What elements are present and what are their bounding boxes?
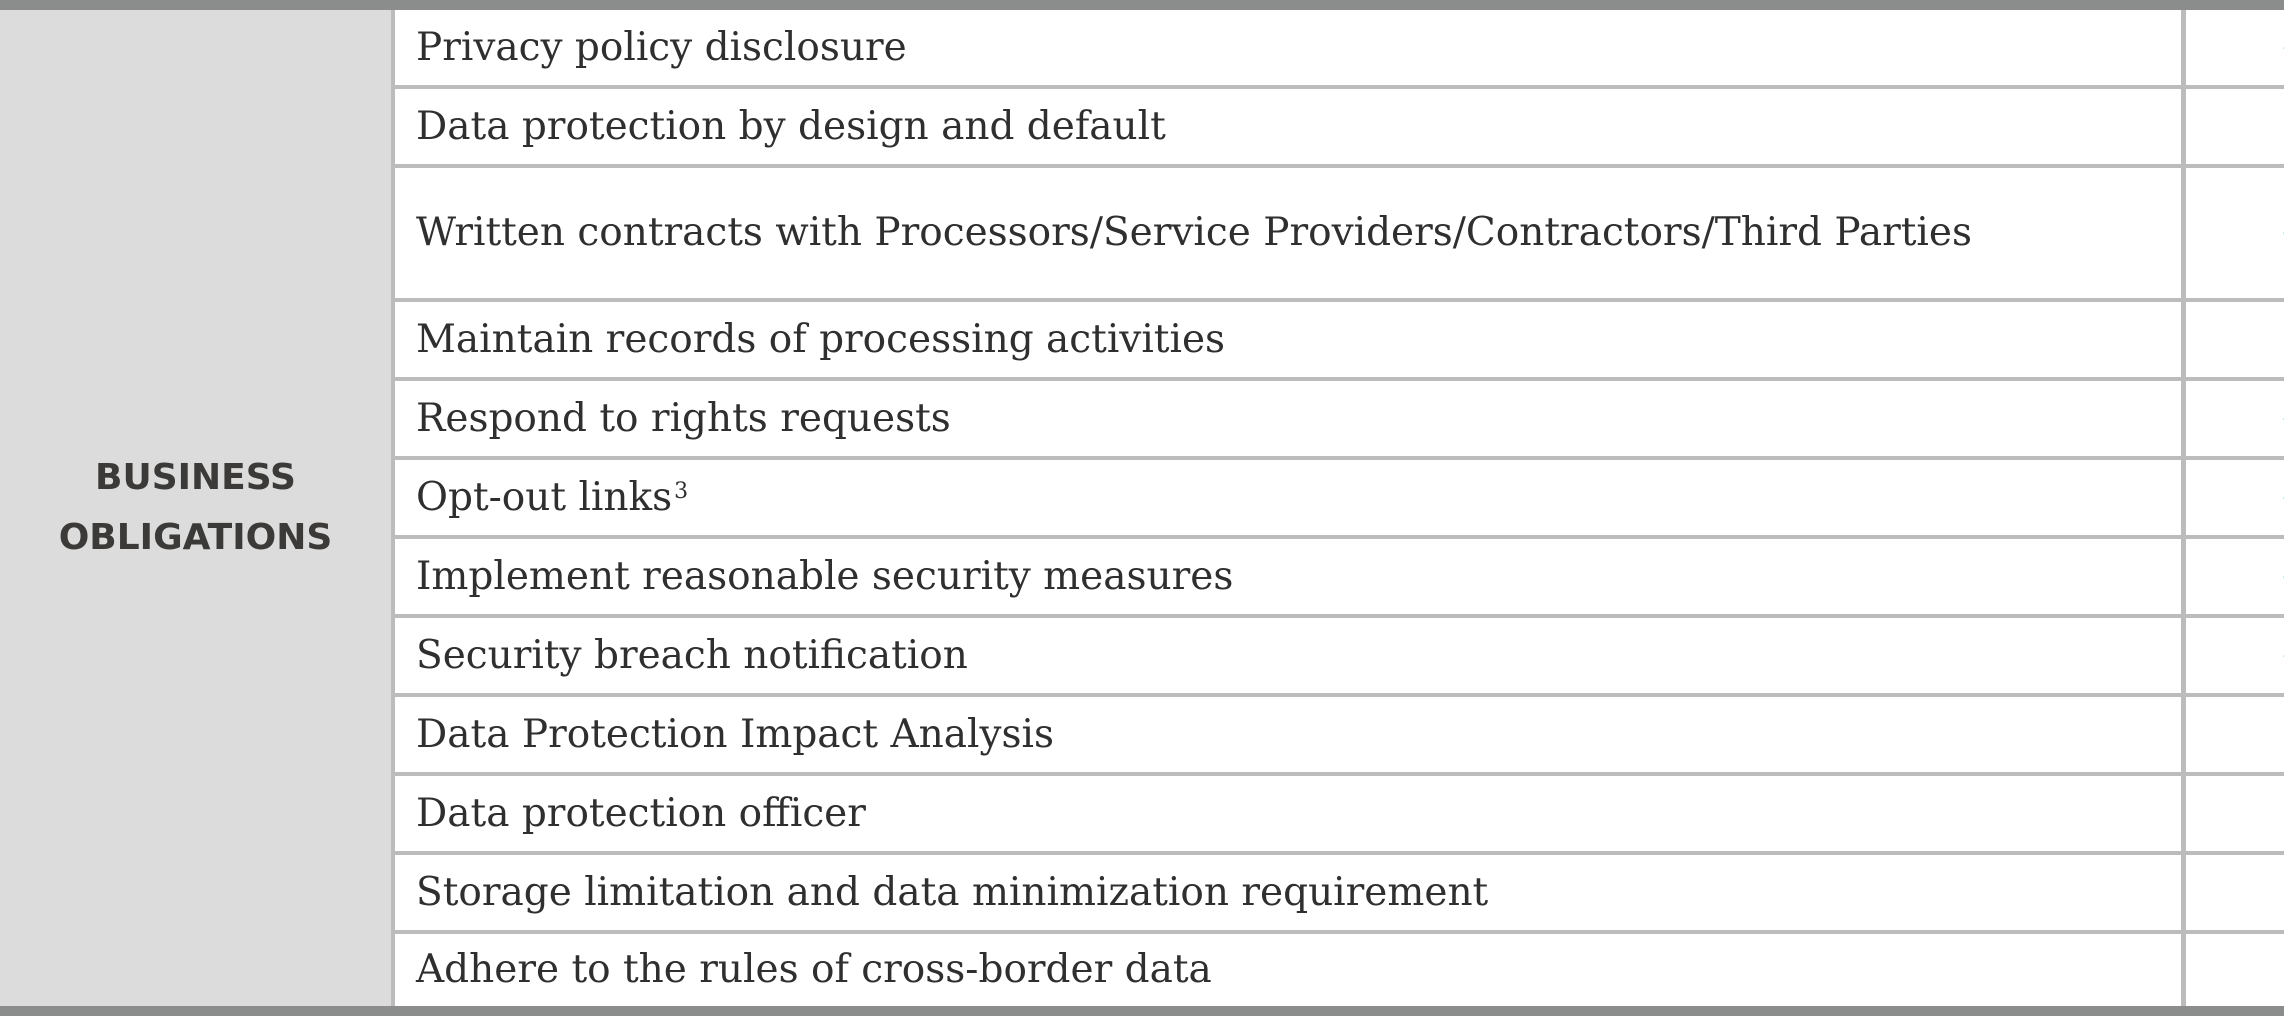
obligation-text: Security breach notification [416,632,968,678]
checkmark-icon [2278,389,2284,449]
checkmark-icon [2278,626,2284,686]
obligation-cell [395,697,2181,772]
obligation-text: Data protection officer [416,790,866,836]
status-cell-col1 [2186,618,2284,693]
obligation-label [416,20,2101,76]
obligation-cell [395,539,2181,614]
obligation-label [416,707,2101,763]
obligation-label [416,786,2101,842]
checkmark-icon [2278,547,2284,607]
obligation-text: Respond to rights requests [416,395,951,441]
table-row [391,302,2284,377]
obligation-label [416,549,2101,605]
cross-icon [2278,784,2284,844]
status-cell-col1 [2186,697,2284,772]
obligation-cell [395,855,2181,930]
table-row [391,618,2284,693]
checkmark-icon [2278,18,2284,78]
status-cell-col1 [2186,89,2284,164]
obligation-label [416,99,2101,155]
footnote-marker: 3 [674,478,689,504]
status-cell-col1 [2186,302,2284,377]
obligation-text: Maintain records of processing activities [416,316,1226,362]
status-cell-col1 [2186,381,2284,456]
obligation-cell [395,618,2181,693]
obligation-label [416,865,2101,921]
obligation-cell [395,776,2181,851]
table-row [391,697,2284,772]
table-row [391,934,2284,1006]
table-row [391,168,2284,298]
checkmark-icon [2278,468,2284,528]
obligation-label [416,205,2101,261]
cross-icon [2278,863,2284,923]
obligation-text: Data protection by design and default [416,103,1166,149]
section-label: BUSINESS OBLIGATIONS [58,457,333,558]
obligation-text: Implement reasonable security measures [416,553,1234,599]
cross-icon [2278,940,2284,1000]
status-cell-col1 [2186,10,2284,85]
obligation-label [416,391,2101,447]
obligation-cell [395,302,2181,377]
obligation-cell [395,381,2181,456]
section-sidebar [0,10,391,1006]
table-row [391,460,2284,535]
obligation-label [416,470,2101,526]
status-cell-col1 [2186,934,2284,1006]
obligation-cell [395,460,2181,535]
obligation-label [416,312,2101,368]
obligation-text: Privacy policy disclosure [416,24,907,70]
table-row [391,10,2284,85]
status-cell-col1 [2186,855,2284,930]
obligation-cell [395,934,2181,1006]
obligation-cell [395,10,2181,85]
obligation-text: Opt-out links [416,474,673,520]
obligation-text: Written contracts with Processors/Service Providers/Contractors/Third Parties [416,210,1972,255]
table-row [391,776,2284,851]
checkmark-icon [2278,203,2284,263]
status-cell-col1 [2186,168,2284,298]
cross-icon [2278,705,2284,765]
obligation-label [416,942,2101,998]
obligation-text: Storage limitation and data minimization requirement [416,869,1489,915]
table-row [391,381,2284,456]
top-border-bar [0,0,2284,10]
cross-icon [2278,310,2284,370]
table-row [391,539,2284,614]
status-cell-col1 [2186,539,2284,614]
table-row [391,89,2284,164]
obligation-text: Data Protection Impact Analysis [416,711,1054,757]
obligation-cell [395,89,2181,164]
obligation-label [416,628,2101,684]
bottom-border-bar [0,1006,2284,1016]
obligations-table [391,10,2284,1006]
obligation-text: Adhere to the rules of cross-border data [416,947,1212,992]
cross-icon [2278,97,2284,157]
obligation-cell [395,168,2181,298]
table-row [391,855,2284,930]
status-cell-col1 [2186,460,2284,535]
status-cell-col1 [2186,776,2284,851]
